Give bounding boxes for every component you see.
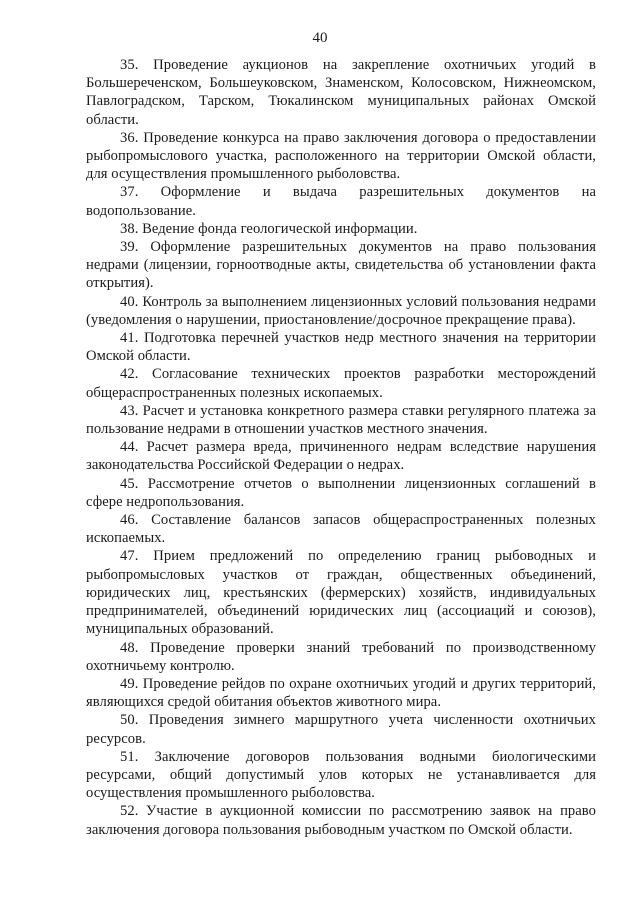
list-item-46: 46. Составление балансов запасов общераспространенных полезных ископаемых. [86, 512, 596, 547]
list-item-52: 52. Участие в аукционной комиссии по рассмотрению заявок на право заключения договора пользования рыбоводным участком по Омской области. [86, 803, 596, 838]
list-item-44: 44. Расчет размера вреда, причиненного недрам вследствие нарушения законодательства Российской Федерации о недрах. [86, 439, 596, 474]
list-item-36: 36. Проведение конкурса на право заключения договора о предоставлении рыбопромыслового участка, расположенного на территории Омской области, для осуществления промышленного рыболовства. [86, 129, 596, 183]
list-item-48: 48. Проведение проверки знаний требований по производственному охотничьему контролю. [86, 639, 596, 674]
list-item-39: 39. Оформление разрешительных документов на право пользования недрами (лицензии, горноотводные акты, свидетельства об установлении факта открытия). [86, 239, 596, 292]
list-item-47: 47. Прием предложений по определению границ рыбоводных и рыбопромысловых участков от граждан, общественных объединений, юридических лиц, крестьянских (фермерских) хозяйств, индивидуальных предпринимателей, объединений юридических лиц (ассоциаций и союзов), муниципальных образований. [86, 548, 596, 638]
page-number: 40 [312, 30, 328, 46]
list-item-40: 40. Контроль за выполнением лицензионных условий пользования недрами (уведомления о нарушении, приостановление/досрочное прекращение права). [86, 293, 596, 328]
list-item-38: 38. Ведение фонда геологической информации. [120, 220, 418, 237]
list-item-49: 49. Проведение рейдов по охране охотничьих угодий и других территорий, являющихся средой обитания объектов животного мира. [86, 675, 596, 711]
list-item-42: 42. Согласование технических проектов разработки месторождений общераспространенных полезных ископаемых. [86, 366, 596, 401]
list-item-41: 41. Подготовка перечней участков недр местного значения на территории Омской области. [86, 330, 596, 365]
list-item-45: 45. Рассмотрение отчетов о выполнении лицензионных соглашений в сфере недропользования. [86, 475, 596, 510]
list-item-43: 43. Расчет и установка конкретного размера ставки регулярного платежа за пользование недрами в отношении участков местного значения. [86, 402, 596, 438]
list-item-50: 50. Проведения зимнего маршрутного учета численности охотничьих ресурсов. [86, 712, 596, 747]
list-item-35: 35. Проведение аукционов на закрепление охотничьих угодий в Большереченском, Большеуковском, Знаменском, Колосовском, Нижнеомском, Павлоградском, Тарском, Тюкалинском муниципальных районах Омской области. [86, 57, 596, 128]
list-item-51: 51. Заключение договоров пользования водными биологическими ресурсами, общий допустимый улов которых не устанавливается для осуществления промышленного рыболовства. [86, 748, 596, 802]
list-item-37: 37. Оформление и выдача разрешительных документов на водопользование. [86, 184, 596, 219]
document-body [86, 56, 596, 839]
